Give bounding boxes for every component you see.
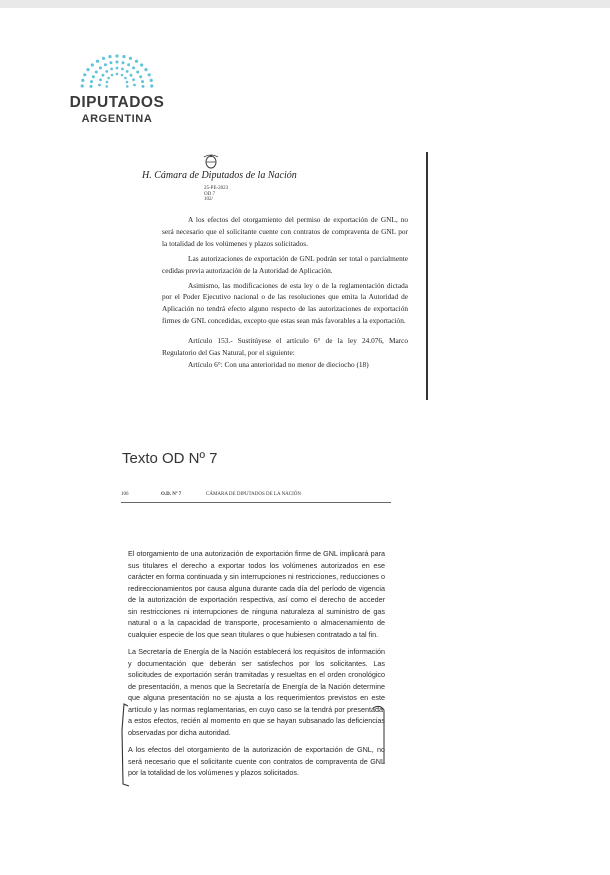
chamber-heading: H. Cámara de Diputados de la Nación bbox=[142, 170, 297, 181]
reference-line: OD 7 bbox=[204, 191, 215, 197]
page-number: 106 bbox=[121, 492, 129, 497]
section-heading: Texto OD Nº 7 bbox=[122, 450, 218, 467]
hemicycle-icon bbox=[78, 52, 156, 90]
logo-subtitle: ARGENTINA bbox=[81, 113, 153, 125]
coat-of-arms-icon bbox=[202, 154, 220, 170]
paragraph: El otorgamiento de una autorización de exportación firme de GNL implicará para sus titulares el derecho a exportar todos los volúmenes autorizados en ese carácter en forma continuada y sin interrupciones ni restricciones, reducciones o redireccionamientos por causa alguna durante cada día del período de vigencia de la autorización de exportación respectiva, así como el derecho de acceder sin restricciones ni interrupciones de ninguna naturaleza al suministro de gas natural o a la capacidad de transporte, procesamiento o almacenamiento de cualquier especie de los que sean titulares o que hubiesen contratado a tal fin. bbox=[128, 549, 385, 639]
paragraph: A los efectos del otorgamiento del permiso de exportación de GNL, no será necesario que el solicitante cuente con contratos de compraventa de GNL por la totalidad de los volúmenes y plazos solicitados. bbox=[162, 215, 408, 248]
paragraph: Asimismo, las modificaciones de esta ley o de la reglamentación dictada por el Poder Ejecutivo nacional o de las resoluciones que emita la Autoridad de Aplicación no tendrá efecto alguno respecto de las autorizaciones de exportación firmes de GNL concedidas, excepto que estas sean más favorables a la exportación. bbox=[162, 280, 408, 326]
article-paragraph: Artículo 6°: Con una anterioridad no menor de dieciocho (18) bbox=[188, 359, 369, 369]
paragraph: Las autorizaciones de exportación de GNL podrán ser total o parcialmente cedidas previa autorización de la Autoridad de Aplicación. bbox=[162, 253, 408, 275]
diputados-logo bbox=[62, 52, 172, 125]
reference-line: 25-PE-2023 bbox=[204, 186, 229, 191]
reference-line: 102/ bbox=[204, 197, 213, 203]
scan-body bbox=[162, 214, 408, 374]
chamber-name: CÁMARA DE DIPUTADOS DE LA NACIÓN bbox=[206, 492, 302, 497]
handwritten-bracket-marks bbox=[118, 700, 393, 790]
top-bar bbox=[0, 0, 610, 8]
paragraph: La Secretaría de Energía de la Nación establecerá los requisitos de información y documentación que deberán ser satisfechos por los solicitantes. Las solicitudes de exportación serán tramitadas y resueltas en el orden cronológico de presentación, a menos que la Secretaría de Energía de la Nación determine que alguna presentación no se ajusta a los requerimientos previstos en este artículo y las normas reglamentarias, en cuyo caso se la tendrá por presentada, a estos efectos, recién al momento en que se hayan subsanado las deficiencias observadas por dicha autoridad. bbox=[128, 647, 385, 737]
margin-rule bbox=[426, 152, 428, 400]
od-number: O.D. Nº 7 bbox=[161, 492, 182, 497]
document-reference bbox=[204, 186, 228, 203]
highlighted-paragraph: A los efectos del otorgamiento de la autorización de exportación de GNL, no será necesario que el solicitante cuente con contratos de compraventa de GNL por la totalidad de los volúmenes y plazos solicitados. bbox=[128, 745, 385, 777]
od-page-header bbox=[121, 490, 391, 503]
logo-title: DIPUTADOS bbox=[69, 94, 165, 111]
article-paragraph: Artículo 153.- Sustitúyese el artículo 6° de la ley 24.076, Marco Regulatorio del Gas Natural, por el siguiente: bbox=[162, 336, 408, 358]
scanned-document-excerpt bbox=[140, 148, 430, 400]
